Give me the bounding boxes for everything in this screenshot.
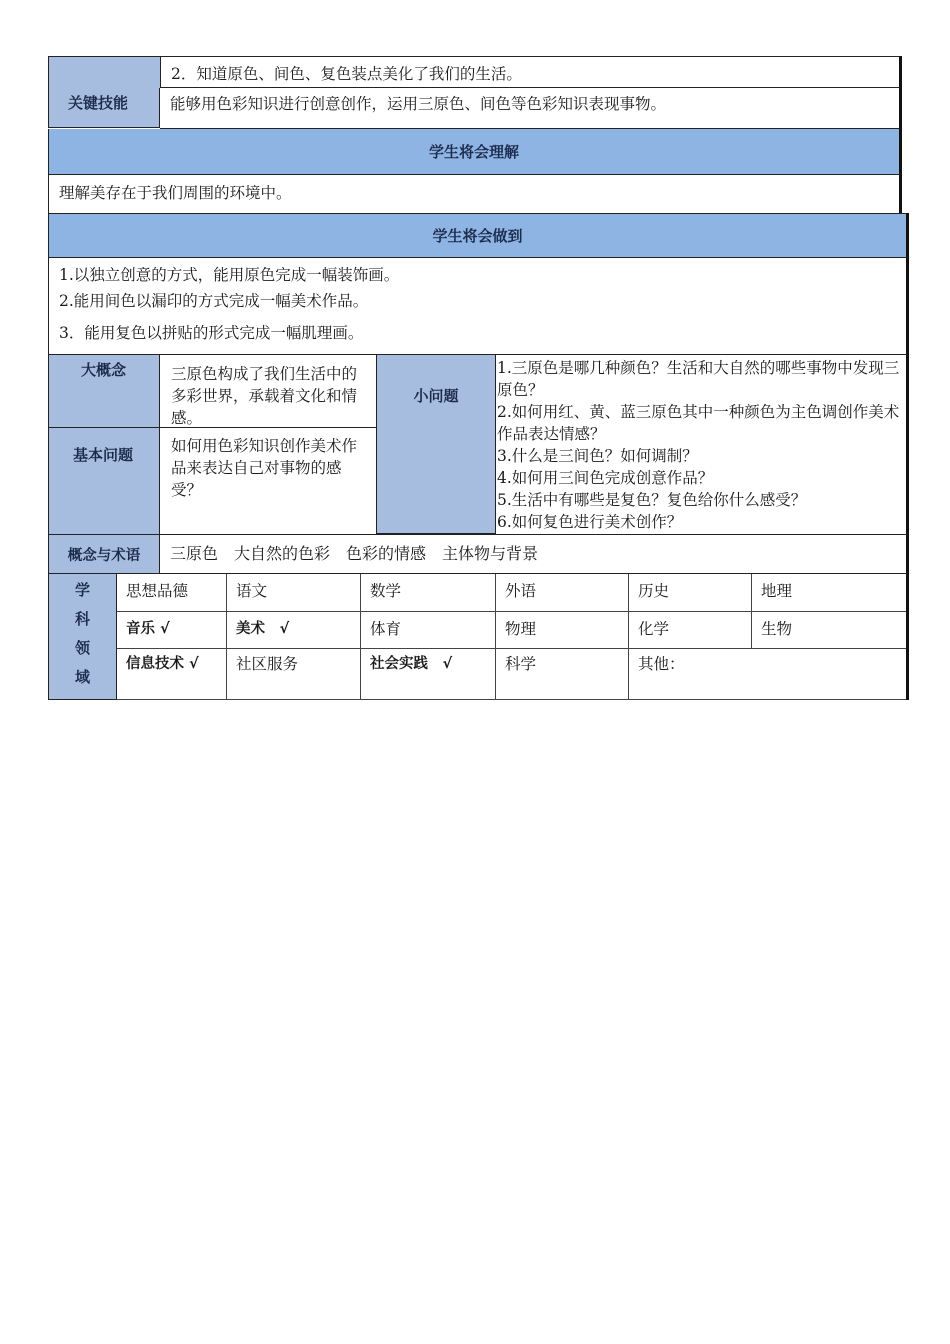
subjects-label [48,574,117,700]
subject-foreign-language: 外语 [496,574,629,612]
small-question-5: 5.生活中有哪些是复色？复色给你什么感受？ [497,491,807,509]
do-list [48,258,909,354]
small-questions-label: 小问题 [376,354,496,534]
small-question-2: 2.如何用红、黄、蓝三原色其中一种颜色为主色调创作美术作品表达情感？ [497,403,900,443]
subjects-label-char-4: 域 [74,668,90,686]
subject-music: 音乐 √ [117,612,227,649]
do-item-1: 1.以独立创意的方式，能用原色完成一幅装饰画。 [59,266,400,284]
small-question-6: 6.如何复色进行美术创作？ [497,513,683,531]
objectives-line-2: 2．知道原色、间色、复色装点美化了我们的生活。 [160,56,902,88]
subject-chinese: 语文 [227,574,361,612]
subject-community-service: 社区服务 [227,649,361,700]
key-skills-text: 能够用色彩知识进行创意创作，运用三原色、间色等色彩知识表现事物。 [160,88,902,129]
subjects-grid [117,574,909,700]
key-skills-label: 关键技能 [48,88,160,128]
big-concept-label: 大概念 [48,354,160,428]
subject-math: 数学 [361,574,496,612]
subject-pe: 体育 [361,612,496,649]
big-concept-text: 三原色构成了我们生活中的多彩世界，承载着文化和情感。 [160,354,376,428]
basic-question-label: 基本问题 [48,428,160,534]
subject-chemistry: 化学 [629,612,752,649]
understand-text: 理解美存在于我们周围的环境中。 [48,175,902,213]
small-question-1: 1.三原色是哪几种颜色？生活和大自然的哪些事物中发现三原色？ [497,359,900,399]
subjects-label-char-2: 科 [74,610,90,628]
do-header: 学生将会做到 [48,213,909,258]
subject-it: 信息技术 √ [117,649,227,700]
subject-physics: 物理 [496,612,629,649]
subject-art: 美术 √ [227,612,361,649]
terms-text: 三原色 大自然的色彩 色彩的情感 主体物与背景 [160,534,909,574]
objectives-label-cell [48,56,160,88]
understand-header: 学生将会理解 [48,129,902,175]
small-questions-list [496,354,909,534]
basic-question-text: 如何用色彩知识创作美术作品来表达自己对事物的感受？ [171,437,358,499]
small-question-4: 4.如何用三间色完成创意作品？ [497,469,714,487]
subject-other: 其他： [629,649,906,700]
terms-label: 概念与术语 [48,534,160,574]
small-question-3: 3.什么是三间色？如何调制？ [497,447,698,465]
do-item-3: 3．能用复色以拼贴的形式完成一幅肌理画。 [59,324,364,342]
subjects-label-char-1: 学 [74,581,90,599]
subject-geography: 地理 [752,574,906,612]
subject-history: 历史 [629,574,752,612]
subject-science: 科学 [496,649,629,700]
subject-moral: 思想品德 [117,574,227,612]
subject-social-practice: 社会实践 √ [361,649,496,700]
subjects-label-char-3: 领 [74,639,90,657]
subject-biology: 生物 [752,612,906,649]
do-item-2: 2.能用间色以漏印的方式完成一幅美术作品。 [59,292,369,310]
